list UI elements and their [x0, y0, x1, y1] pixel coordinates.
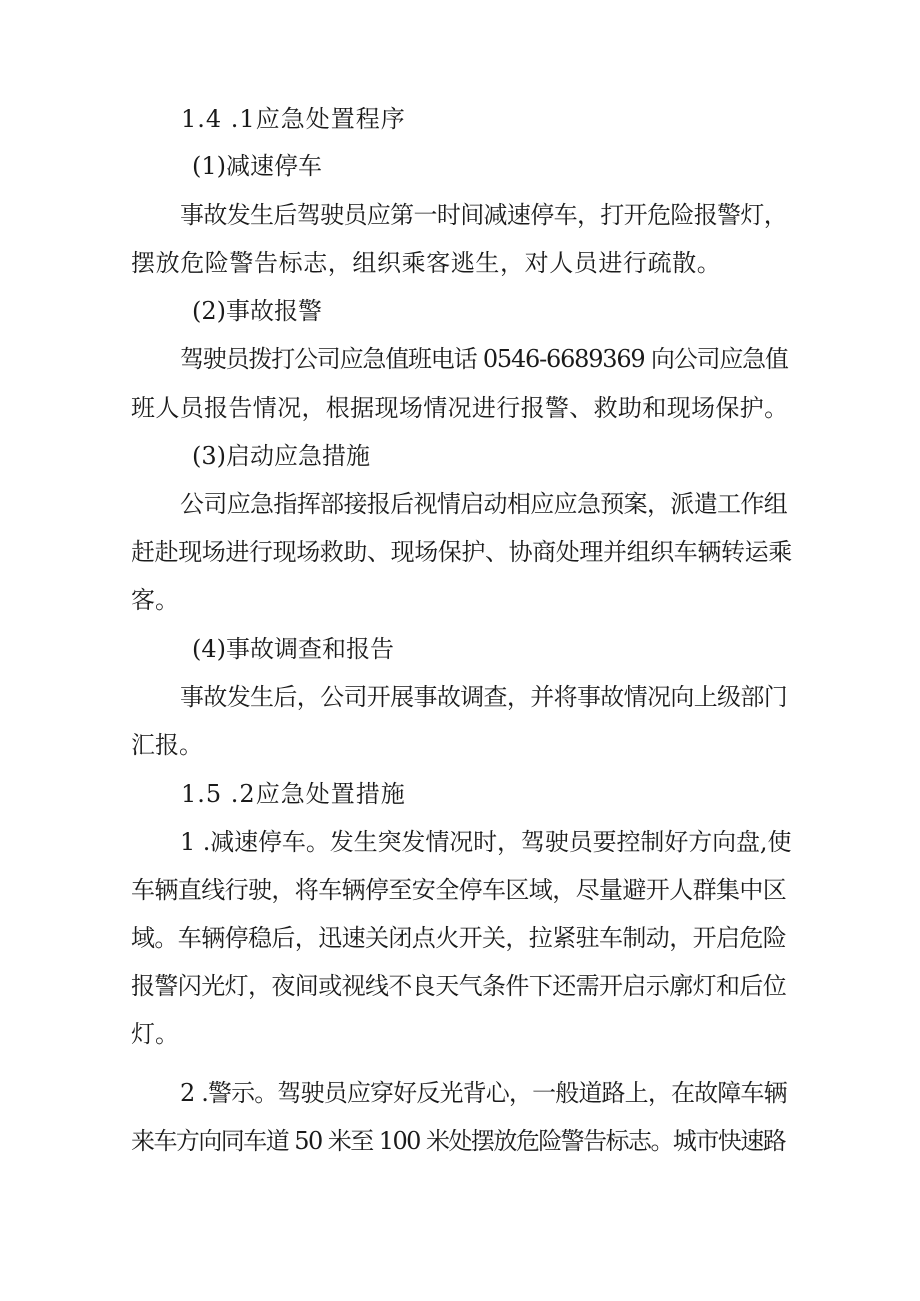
step-3-body-line: 客。 — [131, 586, 179, 614]
step-2-title: (2)事故报警 — [192, 297, 322, 325]
measure-2-line: 2 .警示。驾驶员应穿好反光背心，一般道路上，在故障车辆 — [180, 1079, 787, 1107]
step-1-body-line: 摆放危险警告标志，组织乘客逃生，对人员进行疏散。 — [131, 249, 722, 277]
section-heading-1-5-2: 1.5 .2应急处置措施 — [181, 780, 406, 808]
step-3-body-line: 公司应急指挥部接报后视情启动相应应急预案，派遣工作组 — [180, 490, 788, 518]
measure-1-line: 报警闪光灯，夜间或视线不良天气条件下还需开启示廓灯和后位 — [131, 972, 787, 1000]
section-heading-1-4-1: 1.4 .1应急处置程序 — [181, 105, 406, 133]
step-4-title: (4)事故调查和报告 — [192, 635, 394, 663]
step-2-body-line: 班人员报告情况，根据现场情况进行报警、救助和现场保护。 — [131, 394, 789, 422]
step-4-body-line: 汇报。 — [131, 731, 203, 759]
measure-1-line: 车辆直线行驶，将车辆停至安全停车区域，尽量避开人群集中区 — [131, 876, 787, 904]
step-3-title: (3)启动应急措施 — [192, 442, 370, 470]
step-3-body-line: 赶赴现场进行现场救助、现场保护、协商处理并组织车辆转运乘 — [131, 538, 792, 566]
measure-1-line: 域。车辆停稳后，迅速关闭点火开关，拉紧驻车制动，开启危险 — [131, 924, 787, 952]
step-4-body-line: 事故发生后，公司开展事故调查，并将事故情况向上级部门 — [180, 683, 788, 711]
measure-1-line: 1 .减速停车。发生突发情况时，驾驶员要控制好方向盘,使 — [180, 828, 792, 856]
step-1-title: (1)减速停车 — [192, 152, 322, 180]
measure-2-line: 来车方向同车道 50 米至 100 米处摆放危险警告标志。城市快速路 — [131, 1127, 786, 1155]
measure-1-line: 灯。 — [131, 1020, 179, 1048]
step-2-body-line: 驾驶员拨打公司应急值班电话 0546-6689369 向公司应急值 — [180, 345, 788, 373]
step-1-body-line: 事故发生后驾驶员应第一时间减速停车，打开危险报警灯， — [180, 201, 788, 229]
